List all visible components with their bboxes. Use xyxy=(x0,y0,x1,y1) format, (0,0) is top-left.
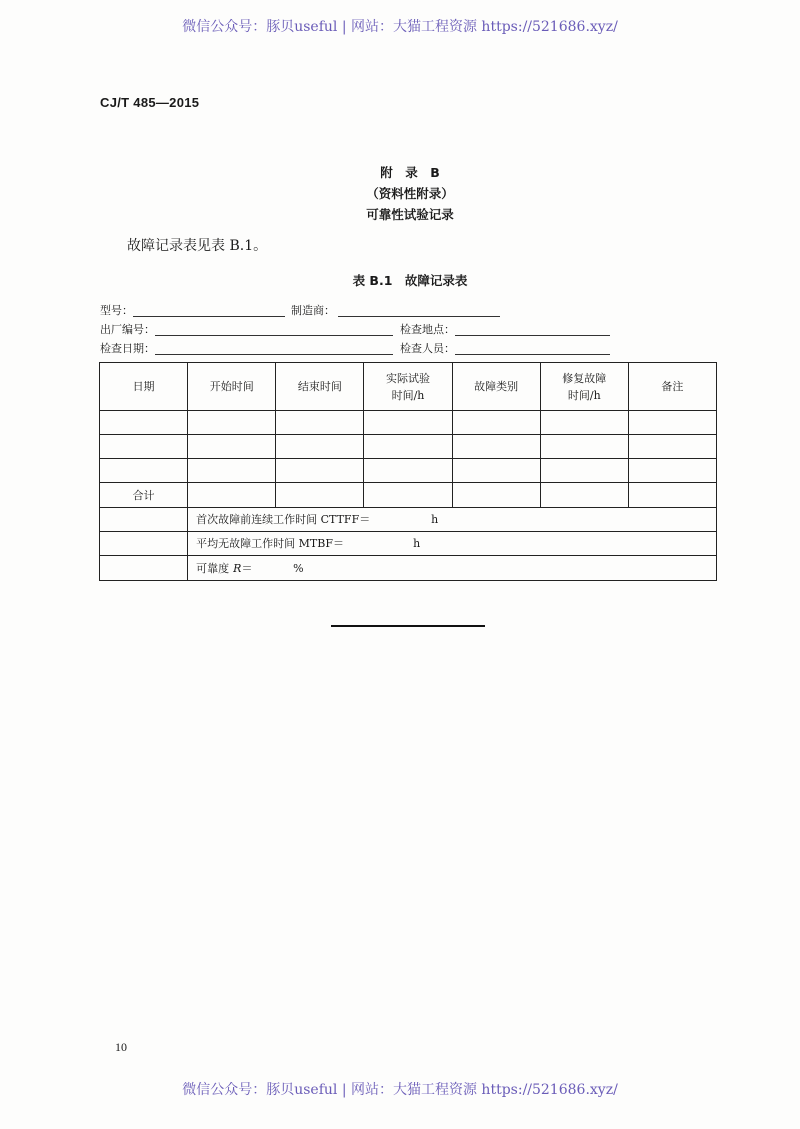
mtbf-row xyxy=(100,532,717,556)
model-blank-line xyxy=(133,316,285,317)
table-cell xyxy=(540,411,628,435)
reliability-row xyxy=(100,556,717,581)
table-cell xyxy=(364,435,452,459)
cttff-content xyxy=(188,508,716,531)
header-remarks-text: 备注 xyxy=(661,380,684,393)
inspector-label: 检查人员： xyxy=(400,342,455,355)
table-cell xyxy=(100,411,188,435)
end-of-appendix-rule xyxy=(331,625,485,627)
standard-code-header: CJ/T 485—2015 xyxy=(100,95,200,110)
reliability-equals: ＝ xyxy=(241,561,253,575)
table-cell xyxy=(364,483,452,508)
table-cell xyxy=(276,483,364,508)
header-repair-time xyxy=(540,363,628,411)
table-cell xyxy=(188,435,276,459)
header-start-time xyxy=(188,363,276,411)
table-cell xyxy=(276,459,364,483)
cttff-row xyxy=(100,508,717,532)
inspection-location-blank-line xyxy=(455,335,610,336)
mtbf-unit: h xyxy=(413,537,421,550)
total-label-cell xyxy=(100,483,188,508)
table-row xyxy=(100,411,717,435)
mtbf-cell xyxy=(188,532,717,556)
table-cell xyxy=(452,483,540,508)
table-cell xyxy=(100,435,188,459)
table-cell xyxy=(188,459,276,483)
total-row xyxy=(100,483,717,508)
table-row xyxy=(100,435,717,459)
mtbf-content xyxy=(188,532,716,555)
manufacturer-blank-line xyxy=(338,316,500,317)
table-row xyxy=(100,459,717,483)
header-start-time-text: 开始时间 xyxy=(209,380,254,393)
table-cell xyxy=(364,411,452,435)
header-repair-time-line2: 时间/h xyxy=(567,388,601,402)
reliability-cell xyxy=(188,556,717,581)
header-date-text: 日期 xyxy=(132,380,155,393)
table-header-row xyxy=(100,363,717,411)
table-cell xyxy=(452,435,540,459)
watermark-top: 微信公众号：豚贝useful | 网站：大猫工程资源 https://521686.xyz/ xyxy=(182,19,618,35)
model-label: 型号： xyxy=(100,304,133,317)
header-fault-category-text: 故障类别 xyxy=(474,380,519,393)
table-cell xyxy=(628,459,716,483)
cttff-unit: h xyxy=(431,513,439,526)
table-caption: 表 B.1 故障记录表 xyxy=(352,273,468,288)
header-repair-time-line1: 修复故障 xyxy=(562,371,607,385)
table-cell xyxy=(628,435,716,459)
manufacturer-label: 制造商： xyxy=(291,304,335,317)
table-cell xyxy=(628,411,716,435)
table-cell xyxy=(276,435,364,459)
header-actual-test-time-line1: 实际试验 xyxy=(385,371,430,385)
appendix-title: 附 录 B xyxy=(380,165,440,180)
header-date xyxy=(100,363,188,411)
header-end-time-text: 结束时间 xyxy=(297,380,342,393)
header-actual-test-time xyxy=(364,363,452,411)
watermark-bottom: 微信公众号：豚贝useful | 网站：大猫工程资源 https://521686.xyz/ xyxy=(182,1082,618,1098)
header-fault-category xyxy=(452,363,540,411)
cttff-label: 首次故障前连续工作时间 CTTFF＝ xyxy=(196,513,371,526)
table-cell xyxy=(188,483,276,508)
table-cell xyxy=(100,556,188,581)
table-cell xyxy=(276,411,364,435)
appendix-heading: 可靠性试验记录 xyxy=(366,207,454,222)
reliability-symbol: R xyxy=(233,561,242,575)
table-cell xyxy=(100,459,188,483)
table-cell xyxy=(100,532,188,556)
serial-number-blank-line xyxy=(155,335,393,336)
header-actual-test-time-line2: 时间/h xyxy=(391,388,425,402)
cttff-cell xyxy=(188,508,717,532)
mtbf-label: 平均无故障工作时间 MTBF＝ xyxy=(196,537,344,550)
table-cell xyxy=(100,508,188,532)
table-cell xyxy=(188,411,276,435)
appendix-type: （资料性附录） xyxy=(366,186,454,201)
header-end-time xyxy=(276,363,364,411)
header-remarks xyxy=(628,363,716,411)
table-cell xyxy=(452,411,540,435)
table-cell xyxy=(540,483,628,508)
reliability-content xyxy=(188,557,716,580)
inspection-location-label: 检查地点： xyxy=(400,323,455,336)
table-cell xyxy=(628,483,716,508)
inspection-date-label: 检查日期： xyxy=(100,342,155,355)
inspector-blank-line xyxy=(455,354,610,355)
fault-record-table xyxy=(99,362,717,581)
inspection-date-blank-line xyxy=(155,354,393,355)
serial-number-label: 出厂编号： xyxy=(100,323,155,336)
table-cell xyxy=(364,459,452,483)
reliability-unit: % xyxy=(293,561,304,575)
table-cell xyxy=(452,459,540,483)
page-number: 10 xyxy=(115,1040,127,1054)
intro-paragraph: 故障记录表见表 B.1。 xyxy=(127,238,268,254)
table-cell xyxy=(540,435,628,459)
total-label: 合计 xyxy=(132,488,155,502)
reliability-label: 可靠度 xyxy=(196,561,230,575)
table-cell xyxy=(540,459,628,483)
